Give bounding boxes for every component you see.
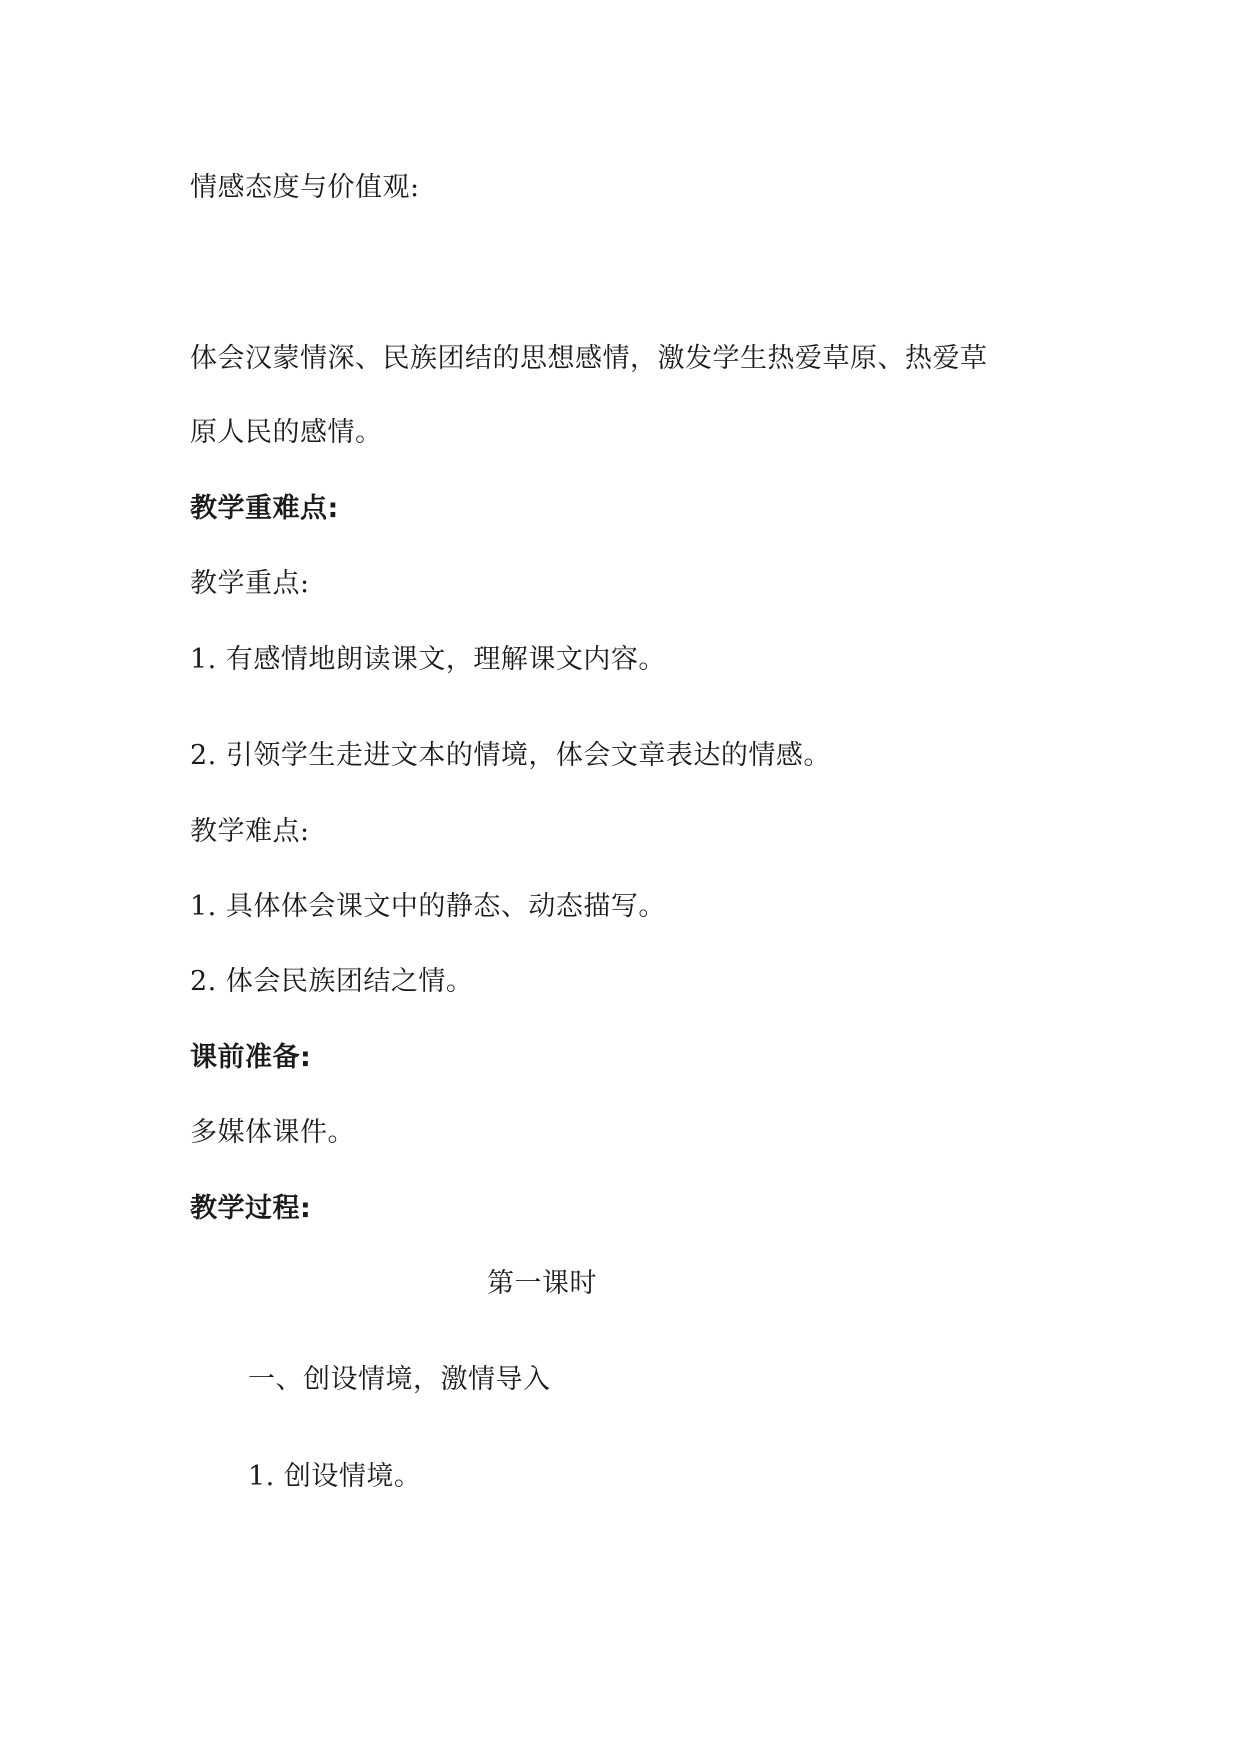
- key-point-1: 1. 有感情地朗读课文，理解课文内容。: [190, 644, 666, 675]
- process-heading: 教学过程:: [190, 1193, 312, 1224]
- preparation-text: 多媒体课件。: [190, 1117, 355, 1148]
- lesson-title: 第一课时: [487, 1268, 597, 1299]
- difficult-point-1: 1. 具体体会课文中的静态、动态描写。: [190, 891, 666, 922]
- emotion-heading: 情感态度与价值观:: [190, 172, 420, 203]
- key-points-label: 教学重点:: [190, 568, 310, 599]
- difficult-point-2: 2. 体会民族团结之情。: [190, 966, 474, 997]
- step-one-heading: 一、创设情境，激情导入: [248, 1364, 551, 1395]
- difficult-points-label: 教学难点:: [190, 816, 310, 847]
- preparation-heading: 课前准备:: [190, 1042, 312, 1073]
- key-point-2: 2. 引领学生走进文本的情境，体会文章表达的情感。: [190, 740, 831, 771]
- step-one-item-1: 1. 创设情境。: [248, 1461, 422, 1492]
- key-difficult-heading: 教学重难点:: [190, 493, 339, 524]
- emotion-text-line-2: 原人民的感情。: [190, 417, 383, 448]
- emotion-text-line-1: 体会汉蒙情深、民族团结的思想感情，激发学生热爱草原、热爱草: [190, 343, 988, 374]
